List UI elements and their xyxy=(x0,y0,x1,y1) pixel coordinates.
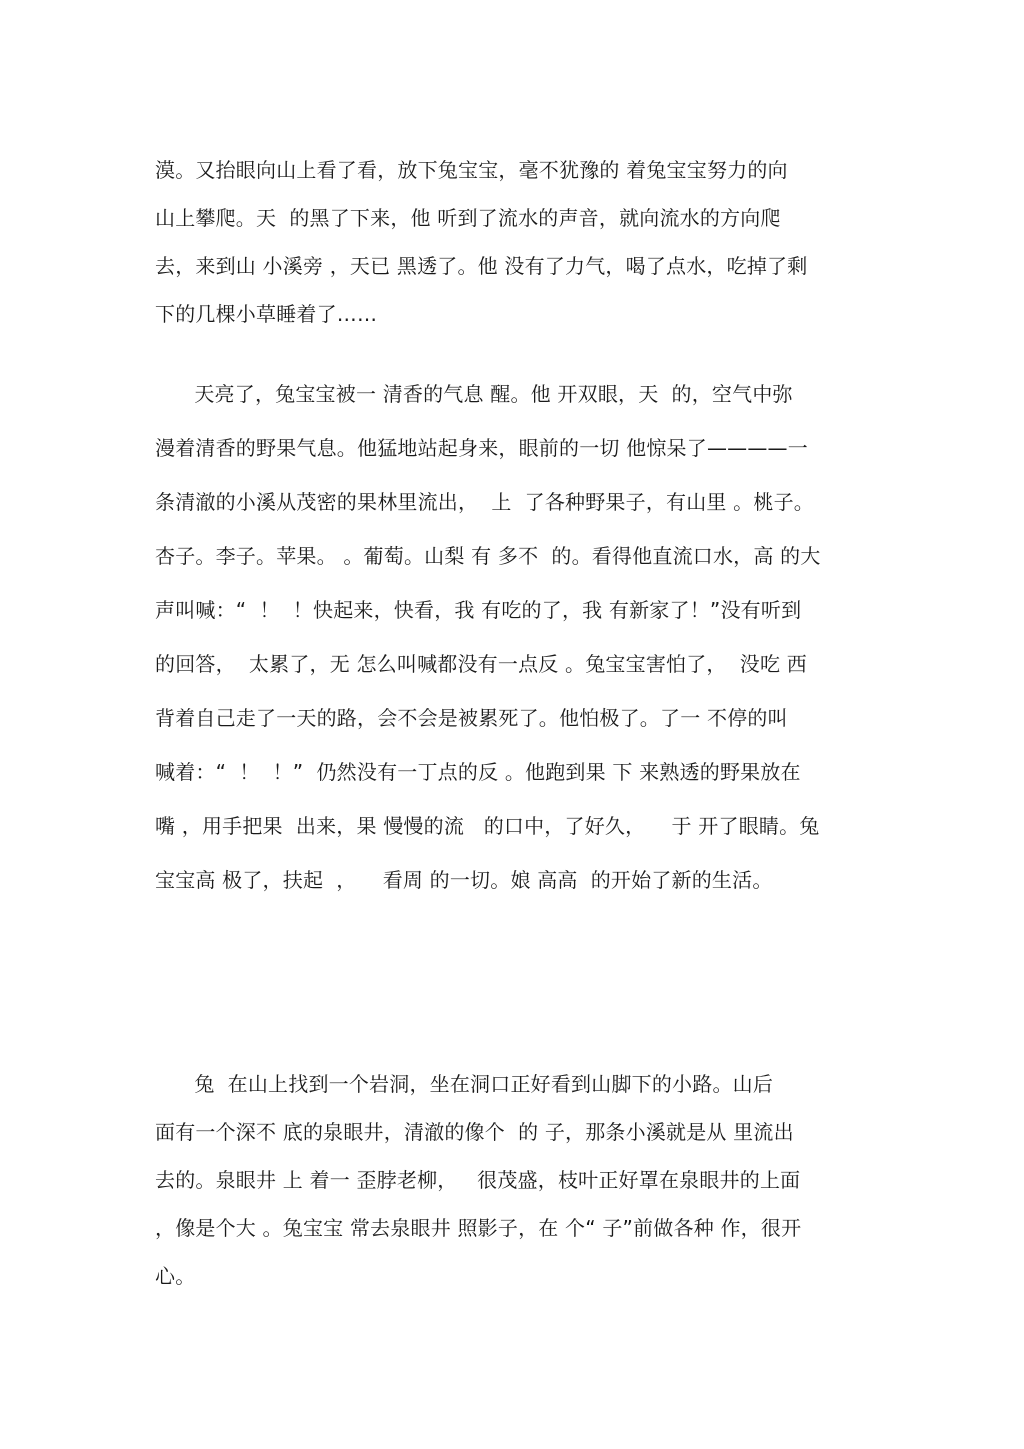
paragraph-2-line-3: 条清澈的小溪从茂密的果林里流出， 上 了各种野果子，有山里 。桃子。 xyxy=(155,490,814,514)
paragraph-3-line-5: 心。 xyxy=(155,1264,196,1288)
paragraph-2-line-10: 宝宝高 极了，扶起 ， 看周 的一切。娘 高高 的开始了新的生活。 xyxy=(155,868,773,892)
paragraph-3-line-1: 兔 在山上找到一个岩洞，坐在洞口正好看到山脚下的小路。山后 xyxy=(155,1072,774,1096)
paragraph-2-line-4: 杏子。李子。苹果。 。葡萄。山梨 有 多不 的。看得他直流口水，高 的大 xyxy=(155,544,821,568)
paragraph-2-line-8: 喊着：“ ！ ！” 仍然没有一丁点的反 。他跑到果 下 来熟透的野果放在 xyxy=(155,760,801,784)
paragraph-2-line-5: 声叫喊：“ ！ ！快起来，快看，我 有吃的了，我 有新家了！”没有听到 xyxy=(155,598,802,622)
paragraph-1-line-1: 漠。又抬眼向山上看了看，放下兔宝宝，毫不犹豫的 着兔宝宝努力的向 xyxy=(155,158,788,182)
paragraph-3-line-3: 去的。泉眼井 上 着一 歪脖老柳， 很茂盛，枝叶正好罩在泉眼井的上面 xyxy=(155,1168,801,1192)
paragraph-1-line-4: 下的几棵小草睡着了…… xyxy=(155,302,378,326)
paragraph-2-line-9: 嘴 ，用手把果 出来，果 慢慢的流 的口中，了好久， 于 开了眼睛。兔 xyxy=(155,814,820,838)
paragraph-3-line-4: ，像是个大 。兔宝宝 常去泉眼井 照影子，在 个“ 子”前做各种 作，很开 xyxy=(155,1216,802,1240)
paragraph-2-line-2: 漫着清香的野果气息。他猛地站起身来，眼前的一切 他惊呆了————一 xyxy=(155,436,808,460)
paragraph-2-line-1: 天亮了，兔宝宝被一 清香的气息 醒。他 开双眼，天 的，空气中弥 xyxy=(155,382,793,406)
paragraph-1-line-3: 去，来到山 小溪旁 ，天已 黑透了。他 没有了力气，喝了点水，吃掉了剩 xyxy=(155,254,808,278)
paragraph-2-line-6: 的回答， 太累了，无 怎么叫喊都没有一点反 。兔宝宝害怕了， 没吃 西 xyxy=(155,652,807,676)
paragraph-3-line-2: 面有一个深不 底的泉眼井，清澈的像个 的 子，那条小溪就是从 里流出 xyxy=(155,1120,794,1144)
paragraph-1-line-2: 山上攀爬。天 的黑了下来，他 听到了流水的声音，就向流水的方向爬 xyxy=(155,206,781,230)
paragraph-2-line-7: 背着自己走了一天的路，会不会是被累死了。他怕极了。了一 不停的叫 xyxy=(155,706,788,730)
